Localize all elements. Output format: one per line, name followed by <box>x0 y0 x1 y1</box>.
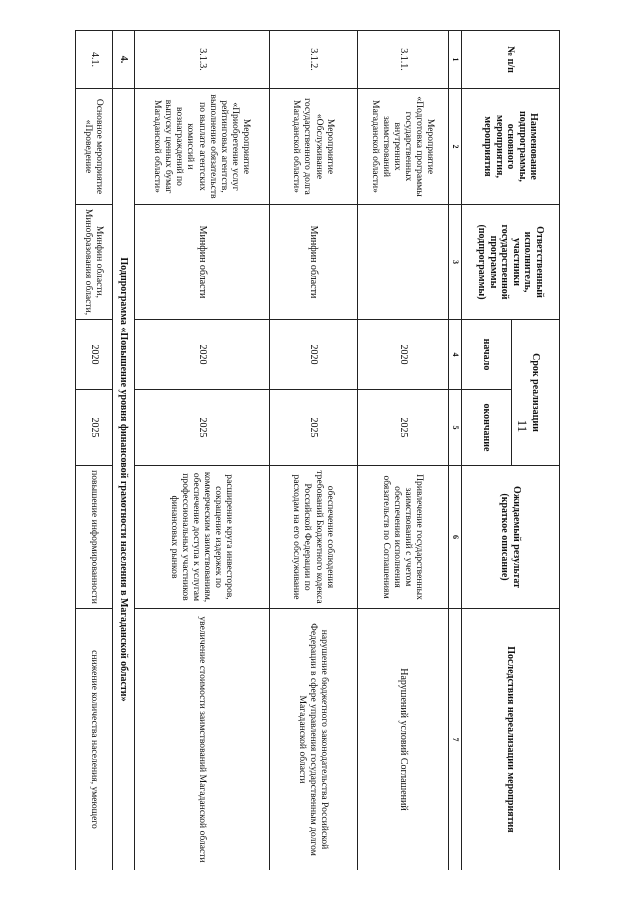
row-start: 2020 <box>135 320 270 390</box>
header-row-1 <box>512 31 560 871</box>
col-index-5: 5 <box>449 390 462 466</box>
row-result: повышение информированности <box>76 466 113 609</box>
col-index-3: 3 <box>449 205 462 320</box>
row-consequence: нарушение бюджетного законодательства Российской Федерации в сфере управления государственным долгом Магаданской области <box>270 609 358 871</box>
row-consequence: Нарушений условий Соглашений <box>358 609 449 871</box>
row-end: 2025 <box>135 390 270 466</box>
header-consequence: Последствия нереализации мероприятия <box>462 609 560 871</box>
col-index-6: 6 <box>449 466 462 609</box>
row-consequence: увеличение стоимости заимствований Магаданской области <box>135 609 270 871</box>
section-title: Подпрограмма «Повышение уровня финансовой грамотности населения в Магаданской области» <box>113 89 135 871</box>
row-consequence: снижение количества населения, умеющего <box>76 609 113 871</box>
row-executor: Минфин области <box>135 205 270 320</box>
row-end: 2025 <box>358 390 449 466</box>
table-row <box>270 31 358 871</box>
row-name: Основное мероприятие «Проведение <box>76 89 113 205</box>
table-row <box>358 31 449 871</box>
row-end: 2025 <box>76 390 113 466</box>
row-name: Мероприятие «Обслуживание государственного долга Магаданской области» <box>270 89 358 205</box>
section-num: 4. <box>113 31 135 89</box>
table-container <box>75 30 560 870</box>
row-num: 3.1.3. <box>135 31 270 89</box>
row-result: обеспечение соблюдения требований Бюджетного кодекса Российской Федерации по расходам на его обслуживание <box>270 466 358 609</box>
table-row <box>135 31 270 871</box>
header-result: Ожидаемый результат (краткое описание) <box>462 466 560 609</box>
header-start: начало <box>462 320 512 390</box>
table-row <box>76 31 113 871</box>
row-num: 3.1.2. <box>270 31 358 89</box>
column-index-row <box>449 31 462 871</box>
row-executor: Минфин области, Минобразования области, <box>76 205 113 320</box>
header-name: Наименование подпрограммы, основного мероприятия, мероприятия <box>462 89 560 205</box>
row-num: 4.1. <box>76 31 113 89</box>
row-start: 2020 <box>76 320 113 390</box>
row-name: Мероприятие «Подготовка программы государственных внутренних заимствований Магаданской области» <box>358 89 449 205</box>
row-name: Мероприятие «Приобретение услуг рейтинговых агентств, выполнение обязательств по выплате агентских комиссий и вознаграждений по выпуску ценных бумаг Магаданской области» <box>135 89 270 205</box>
section-row <box>113 31 135 871</box>
row-executor: Минфин области <box>270 205 358 320</box>
row-start: 2020 <box>358 320 449 390</box>
row-end: 2025 <box>270 390 358 466</box>
row-result: расширение круга инвесторов, сокращение издержек по коммерческим заимствованиям, обеспечение доступа к услугам профессиональных участников финансовых рынков <box>135 466 270 609</box>
col-index-2: 2 <box>449 89 462 205</box>
col-index-4: 4 <box>449 320 462 390</box>
header-executor: Ответственный исполнитель, участники государственной программы (подпрограммы) <box>462 205 560 320</box>
row-start: 2020 <box>270 320 358 390</box>
rotated-table-wrapper <box>75 30 560 870</box>
row-num: 3.1.1. <box>358 31 449 89</box>
row-result: Привлечение государственных заимствований с учетом обеспечения исполнения обязательств по Соглашениям <box>358 466 449 609</box>
col-index-7: 7 <box>449 609 462 871</box>
program-table <box>75 30 560 870</box>
header-num: № п/п <box>462 31 560 89</box>
col-index-1: 1 <box>449 31 462 89</box>
header-term: Срок реализации <box>512 320 560 466</box>
header-end: окончание <box>462 390 512 466</box>
row-executor <box>358 205 449 320</box>
page-number: 11 <box>515 419 530 433</box>
